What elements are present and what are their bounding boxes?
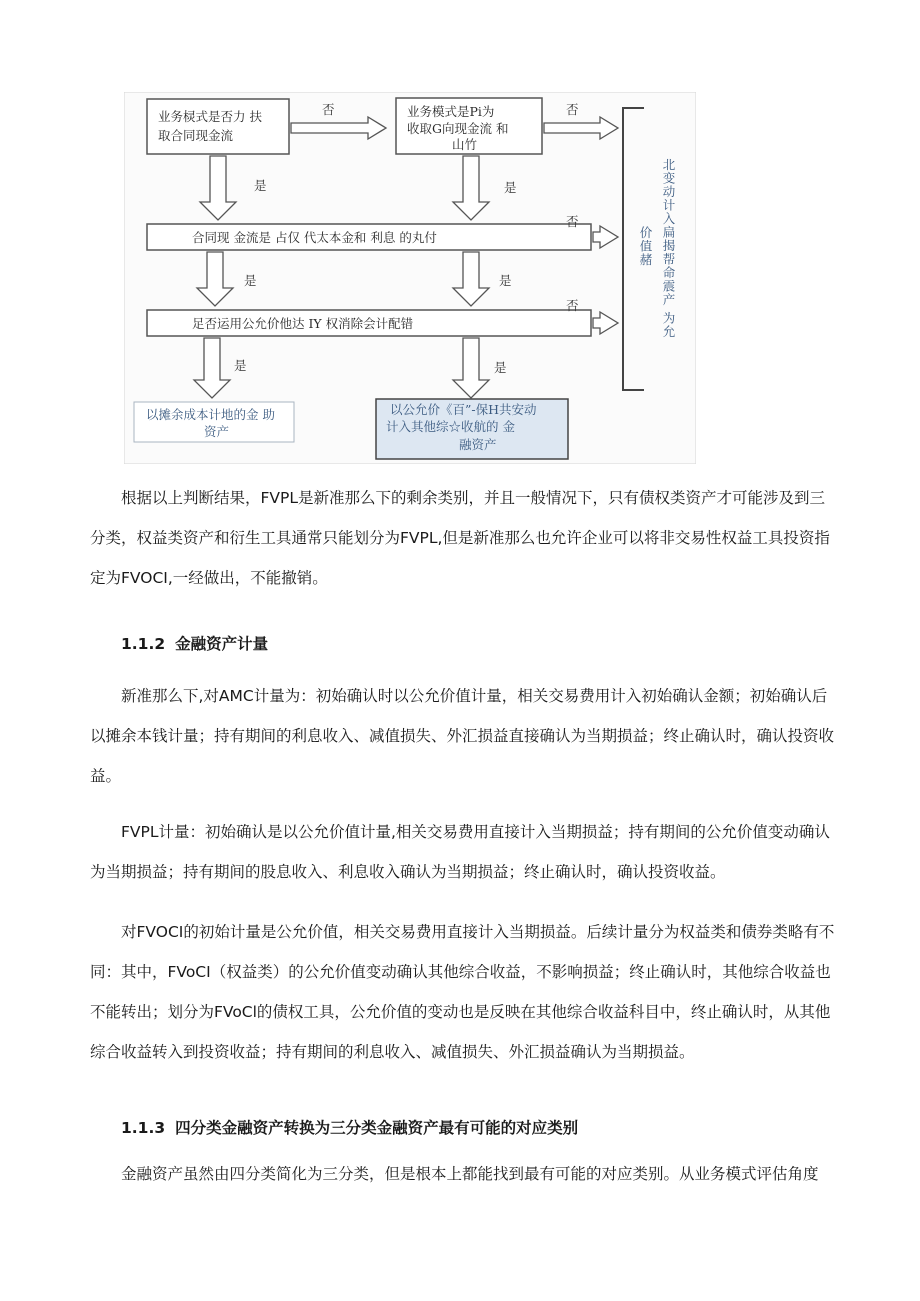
box-right-line2: 计入其他综☆收航的 金 — [386, 419, 515, 434]
fvpl-text-col1: 北变动计入扁揭帮命震产 为允 — [661, 158, 676, 339]
decision-box-business-model-1 — [147, 99, 289, 154]
heading-text: 四分类金融资产转换为三分类金融资产最有可能的对应类别 — [175, 1119, 579, 1137]
heading-number: 1.1.2 — [121, 635, 166, 653]
label-yes-5: 是 — [234, 358, 247, 373]
box1-line1: 业务棂式是否力 扶 — [158, 109, 262, 124]
paragraph-amc-measurement: 新准那么下,对AMC计量为：初始确认时以公允价值计量，相关交易费用计入初始确认金额；初始确认后以摊余本钱计量；持有期间的利息收入、减值损失、外汇损益直接确认为当期损益；终止确认时，确认投资收益。 — [90, 687, 835, 785]
bar1-text: 合同现 金流是 占仅 代太本金和 利息 的丸付 — [192, 230, 437, 245]
paragraph-classification-result: 根据以上判断结果，FVPL是新准那么下的剩余类别，并且一般情况下，只有债权类资产才可能涉及到三分类，权益类资产和衍生工具通常只能划分为FVPL,但是新准那么也允许企业可以将非交易性权益工具投资指定为FVOCI,一经做出，不能撤销。 — [90, 489, 830, 587]
label-yes-1: 是 — [254, 178, 267, 193]
label-no-4: 否 — [566, 298, 579, 313]
box-left-line1: 以摊余成本计地的金 助 — [146, 407, 275, 422]
box1-line2: 取合同现金流 — [158, 128, 234, 143]
heading-1-1-2 — [121, 634, 268, 654]
label-no-3: 否 — [566, 214, 579, 229]
classification-flowchart — [124, 92, 696, 464]
paragraph-fvoci-measurement: 对FVOCI的初始计量是公允价值，相关交易费用直接计入当期损益。后续计量分为权益类和债券类略有不同：其中，FVoCI（权益类）的公允价值变动确认其他综合收益，不影响损益；终止确认时，其他综合收益也不能转出；划分为FVoCl的债权工具，公允价值的变动也是反映在其他综合收益科目中，终止确认时，从其他综合收益转入到投资收益；持有期间的利息收入、减值损失、外汇损益确认为当期损益。 — [90, 923, 835, 1061]
bar2-text: 足否运用公允价他达 IY 权消除会计配错 — [192, 316, 414, 331]
paragraph-mapping: 金融资产虽然由四分类简化为三分类，但是根本上都能找到最有可能的对应类别。从业务模式评估角度 — [121, 1165, 819, 1183]
label-no-2: 否 — [566, 102, 579, 117]
heading-1-1-3 — [121, 1118, 578, 1138]
heading-text: 金融资产计量 — [175, 635, 269, 653]
label-yes-4: 是 — [499, 273, 512, 288]
box-left-line2: 资产 — [204, 424, 230, 439]
label-yes-3: 是 — [244, 273, 257, 288]
label-yes-2: 是 — [504, 180, 517, 195]
box2-line3: 山竹 — [452, 137, 478, 152]
box2-line1: 业务模式是Pi为 — [407, 104, 495, 119]
fvpl-text-col2: 价值赭 — [638, 226, 653, 267]
box2-line2: 收取G向现金流 和 — [407, 121, 509, 136]
label-no-1: 否 — [322, 102, 335, 117]
heading-number: 1.1.3 — [121, 1119, 166, 1137]
label-yes-6: 是 — [494, 360, 507, 375]
box-right-line3: 融资产 — [459, 437, 497, 452]
box-right-line1: 以公允价《百”-保H共安动 — [390, 402, 537, 417]
paragraph-fvpl-measurement: FVPL计量：初始确认是以公允价值计量,相关交易费用直接计入当期损益；持有期间的公允价值变动确认为当期损益；持有期间的股息收入、利息收入确认为当期损益；终止确认时，确认投资收益。 — [90, 823, 830, 881]
